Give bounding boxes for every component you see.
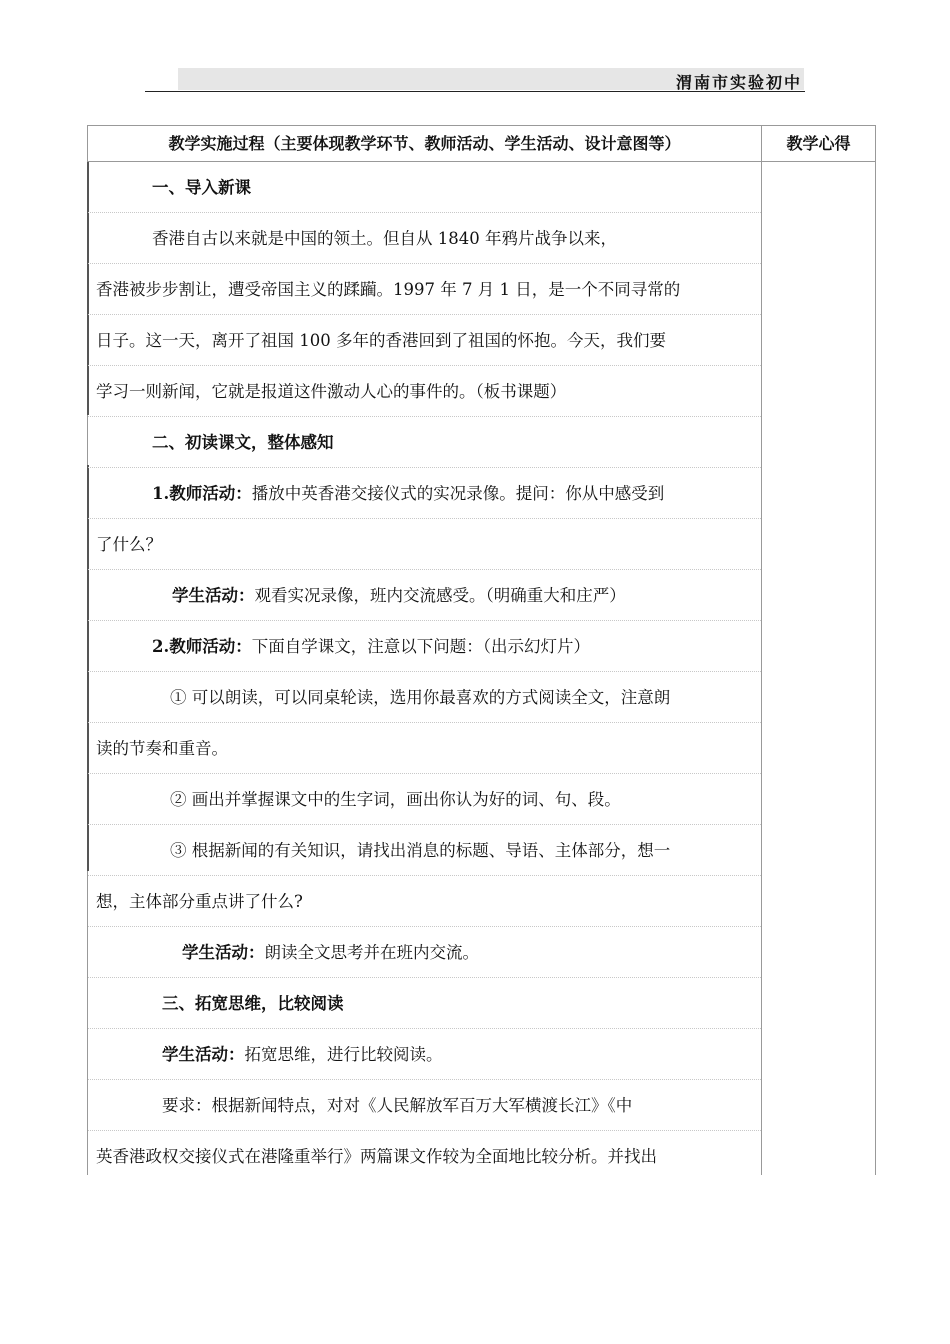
- line-text: 要求：根据新闻特点，对对《人民解放军百万大军横渡长江》《中: [162, 1096, 633, 1115]
- activity-label: 学生活动：: [162, 1045, 245, 1064]
- content-line: [88, 978, 761, 1029]
- content-line: [88, 315, 761, 366]
- line-text: 下面自学课文，注意以下问题：（出示幻灯片）: [251, 637, 590, 656]
- header-rule: [145, 91, 805, 92]
- line-text: 播放中英香港交接仪式的实况录像。提问：你从中感受到: [251, 484, 665, 503]
- section-heading: 三、拓宽思维，比较阅读: [162, 994, 344, 1013]
- process-column-header: 教学实施过程（主要体现教学环节、教师活动、学生活动、设计意图等）: [168, 134, 681, 153]
- content-line: [88, 519, 761, 570]
- content-line: [88, 672, 761, 723]
- content-line: [88, 417, 761, 468]
- content-line: [88, 876, 761, 927]
- activity-label: 学生活动：: [172, 586, 255, 605]
- line-text: ① 可以朗读，可以同桌轮读，选用你最喜欢的方式阅读全文，注意朗: [170, 688, 671, 707]
- line-text: 学习一则新闻，它就是报道这件激动人心的事件的。（板书课题）: [96, 382, 567, 401]
- content-line: [88, 774, 761, 825]
- content-line: [88, 570, 761, 621]
- line-text: ③ 根据新闻的有关知识，请找出消息的标题、导语、主体部分，想一: [170, 841, 671, 860]
- activity-label: 1.教师活动：: [152, 484, 252, 503]
- line-text: 香港被步步割让，遭受帝国主义的蹂躏。1997 年 7 月 1 日，是一个不同寻常的: [96, 280, 681, 299]
- line-text: ② 画出并掌握课文中的生字词，画出你认为好的词、句、段。: [170, 790, 621, 809]
- line-text: 观看实况录像，班内交流感受。（明确重大和庄严）: [254, 586, 626, 605]
- activity-label: 学生活动：: [182, 943, 265, 962]
- notes-column-header: 教学心得: [786, 134, 851, 153]
- content-line: [88, 264, 761, 315]
- section-heading: 二、初读课文，整体感知: [152, 433, 334, 452]
- content-line: [88, 468, 761, 519]
- line-text: 日子。这一天，离开了祖国 100 多年的香港回到了祖国的怀抱。今天，我们要: [96, 331, 666, 350]
- content-line: [88, 927, 761, 978]
- content-line: [88, 1029, 761, 1080]
- content-line: [88, 1131, 761, 1182]
- content-line: [88, 723, 761, 774]
- content-line: [88, 825, 761, 876]
- content-line: [88, 366, 761, 417]
- line-text: 拓宽思维，进行比较阅读。: [244, 1045, 443, 1064]
- column-divider: [761, 126, 762, 1175]
- line-text: 想，主体部分重点讲了什么?: [96, 892, 303, 911]
- line-text: 香港自古以来就是中国的领土。但自从 1840 年鸦片战争以来，: [152, 229, 617, 248]
- content-line: [88, 213, 761, 264]
- line-text: 读的节奏和重音。: [96, 739, 228, 758]
- line-text: 了什么？: [96, 535, 162, 554]
- content-line: [88, 621, 761, 672]
- content-line: [88, 162, 761, 213]
- content-line: [88, 1080, 761, 1131]
- line-text: 朗读全文思考并在班内交流。: [264, 943, 479, 962]
- section-heading: 一、导入新课: [152, 178, 251, 197]
- school-name: 渭南市实验初中: [675, 73, 802, 92]
- activity-label: 2.教师活动：: [152, 637, 252, 656]
- lesson-table: [87, 125, 876, 1175]
- table-header-row: [88, 126, 875, 162]
- line-text: 英香港政权交接仪式在港隆重举行》两篇课文作较为全面地比较分析。并找出: [96, 1147, 657, 1166]
